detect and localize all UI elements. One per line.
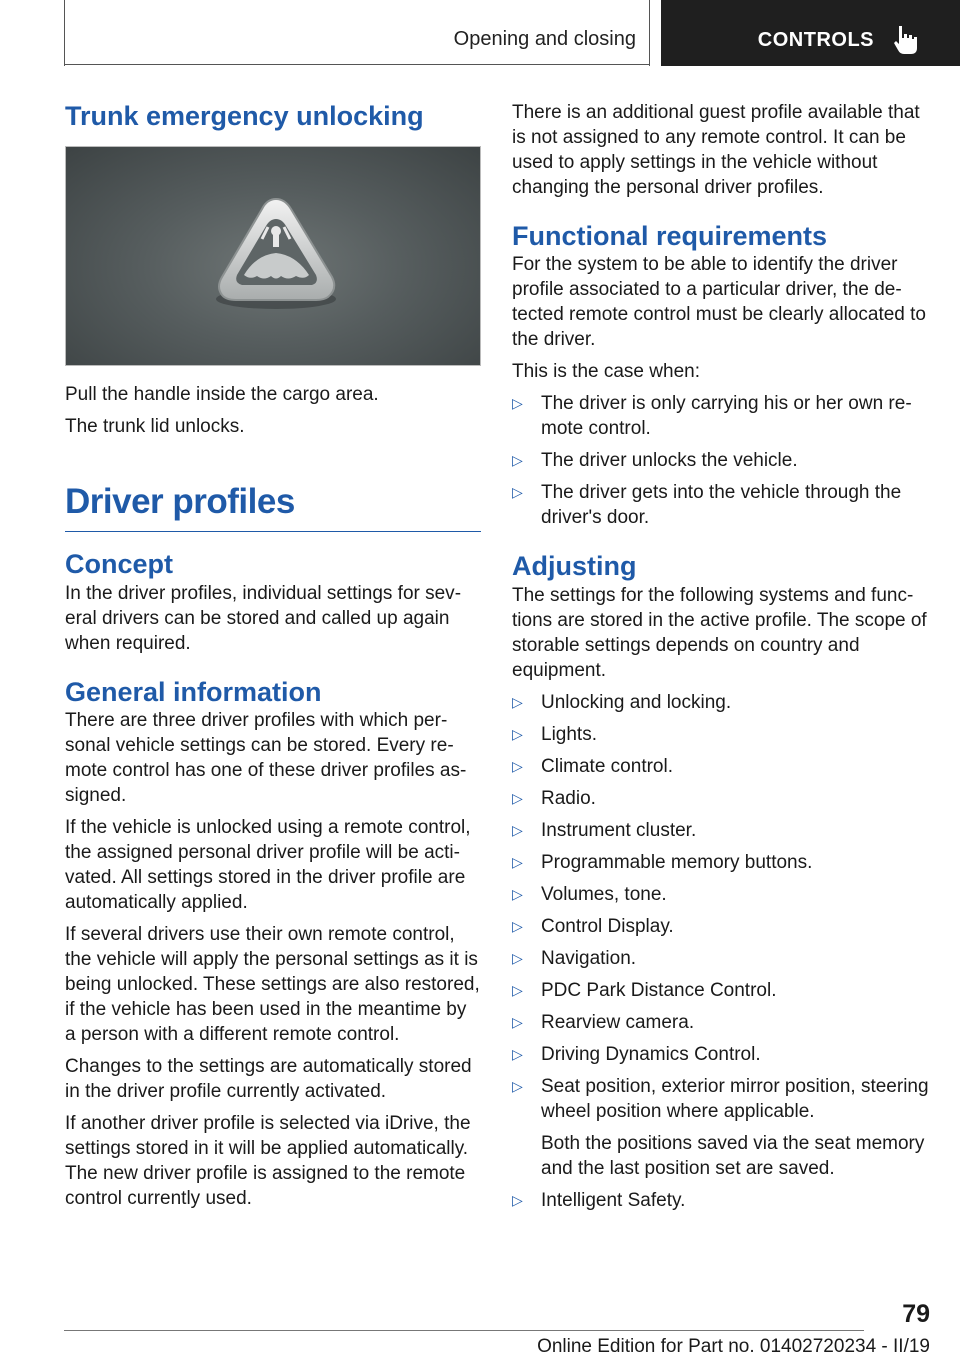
bullet-triangle-icon: ▷ xyxy=(512,395,523,412)
list-item-text: Programmable memory buttons. xyxy=(541,851,813,873)
header-divider xyxy=(649,0,650,66)
list-item xyxy=(512,391,930,441)
general-paragraph-3: If several drivers use their own remote control, the vehicle will apply the personal settings as it is being unlocked. These settings are also restored, if the vehicle has been used in the meantime by a person with a different remote control. xyxy=(65,924,480,1046)
list-item xyxy=(512,690,930,715)
list-item-text: Instrument cluster. xyxy=(541,819,697,841)
page-header xyxy=(0,0,960,66)
list-item xyxy=(512,448,930,473)
bullet-triangle-icon: ▷ xyxy=(512,981,523,998)
list-item xyxy=(512,946,930,971)
header-chapter-tab xyxy=(661,0,960,66)
bullet-triangle-icon: ▷ xyxy=(512,452,523,469)
trunk-release-handle-icon xyxy=(66,147,480,365)
list-item-text: The driver is only carrying his or her own remote control. xyxy=(541,393,912,440)
functional-paragraph-1: For the system to be able to identify the driver profile associated to a particular driver, the detected remote control must be clearly allocated to the driver. xyxy=(512,254,926,351)
bullet-triangle-icon: ▷ xyxy=(512,1077,523,1094)
functional-requirements-heading: Functional requirements xyxy=(512,221,828,251)
bullet-triangle-icon: ▷ xyxy=(512,917,523,934)
list-item-text: Seat position, exterior mirror position, steering wheel position where applicable. xyxy=(541,1075,929,1122)
bullet-triangle-icon: ▷ xyxy=(512,853,523,870)
list-item xyxy=(512,1074,930,1181)
footer-edition-text: Online Edition for Part no. 01402720234 - II/19 xyxy=(537,1336,930,1357)
general-paragraph-5: If another driver profile is selected via iDrive, the settings stored in it will be applied automatically. The new driver profile is assigned to the remote control currently used. xyxy=(65,1113,471,1210)
list-item-text: Driving Dynamics Control. xyxy=(541,1043,761,1065)
pointing-hand-icon xyxy=(890,22,922,58)
header-section-title: Opening and closing xyxy=(453,28,636,50)
adjusting-paragraph: The settings for the following systems and functions are stored in the active profile. The scope of storable settings depends on country and equipment. xyxy=(512,584,927,681)
guest-profile-paragraph: There is an additional guest profile available that is not assigned to any remote control. It can be used to apply settings in the vehicle without changing the personal driver profiles. xyxy=(512,102,920,198)
list-item-subparagraph: Both the positions saved via the seat memory and the last position set are saved. xyxy=(541,1132,925,1179)
trunk-release-handle-figure xyxy=(65,146,481,366)
trunk-paragraph-1: Pull the handle inside the cargo area. xyxy=(65,384,379,406)
list-item-text: Unlocking and locking. xyxy=(541,691,732,713)
adjusting-heading: Adjusting xyxy=(512,551,637,582)
bullet-triangle-icon: ▷ xyxy=(512,885,523,902)
concept-paragraph: In the driver profiles, individual settings for several drivers can be stored and called up again when required. xyxy=(65,582,462,654)
footer-rule xyxy=(64,1330,864,1331)
list-item xyxy=(512,1188,930,1213)
general-paragraph-4: Changes to the settings are automatically stored in the driver profile currently activated. xyxy=(65,1056,472,1103)
list-item-text: Climate control. xyxy=(541,755,673,777)
list-item xyxy=(512,914,930,939)
header-chapter-title: CONTROLS xyxy=(757,29,874,51)
trunk-paragraph-2: The trunk lid unlocks. xyxy=(65,416,245,438)
list-item-text: PDC Park Distance Control. xyxy=(541,979,777,1001)
bullet-triangle-icon: ▷ xyxy=(512,693,523,710)
bullet-triangle-icon: ▷ xyxy=(512,484,523,501)
list-item xyxy=(512,1010,930,1035)
bullet-triangle-icon: ▷ xyxy=(512,1045,523,1062)
bullet-triangle-icon: ▷ xyxy=(512,1191,523,1208)
functional-requirements-list xyxy=(512,391,930,530)
list-item xyxy=(512,754,930,779)
general-information-heading: General information xyxy=(65,676,322,707)
list-item xyxy=(512,786,930,811)
bullet-triangle-icon: ▷ xyxy=(512,725,523,742)
trunk-emergency-heading: Trunk emergency unlocking xyxy=(65,101,424,131)
list-item-text: Rearview camera. xyxy=(541,1011,695,1033)
header-left-rule xyxy=(64,0,65,66)
list-item-text: Navigation. xyxy=(541,947,637,969)
list-item-text: The driver gets into the vehicle through the driver's door. xyxy=(541,482,902,529)
list-item xyxy=(512,882,930,907)
page-number: 79 xyxy=(902,1300,930,1328)
list-item xyxy=(512,978,930,1003)
list-item xyxy=(512,1042,930,1067)
bullet-triangle-icon: ▷ xyxy=(512,821,523,838)
adjusting-list xyxy=(512,690,930,1213)
general-paragraph-1: There are three driver profiles with which personal vehicle settings can be stored. Every remote control has one of these driver profiles assigned. xyxy=(65,710,467,807)
general-paragraph-2: If the vehicle is unlocked using a remote control, the assigned personal driver profile will be activated. All settings stored in the driver profile are automatically applied. xyxy=(65,817,471,914)
header-bottom-rule xyxy=(64,64,650,65)
bullet-triangle-icon: ▷ xyxy=(512,789,523,806)
list-item xyxy=(512,722,930,747)
list-item-text: Intelligent Safety. xyxy=(541,1189,686,1211)
bullet-triangle-icon: ▷ xyxy=(512,757,523,774)
list-item xyxy=(512,818,930,843)
driver-profiles-heading: Driver profiles xyxy=(65,482,295,522)
functional-paragraph-2: This is the case when: xyxy=(512,361,700,383)
list-item-text: Radio. xyxy=(541,787,596,809)
list-item xyxy=(512,480,930,530)
driver-profiles-rule xyxy=(65,531,481,532)
left-column xyxy=(65,100,481,1218)
list-item-text: Volumes, tone. xyxy=(541,883,667,905)
right-column xyxy=(512,100,930,1220)
concept-heading: Concept xyxy=(65,549,173,580)
bullet-triangle-icon: ▷ xyxy=(512,1013,523,1030)
list-item-text: Control Display. xyxy=(541,915,674,937)
bullet-triangle-icon: ▷ xyxy=(512,949,523,966)
list-item xyxy=(512,850,930,875)
list-item-text: Lights. xyxy=(541,723,597,745)
list-item-text: The driver unlocks the vehicle. xyxy=(541,450,798,472)
